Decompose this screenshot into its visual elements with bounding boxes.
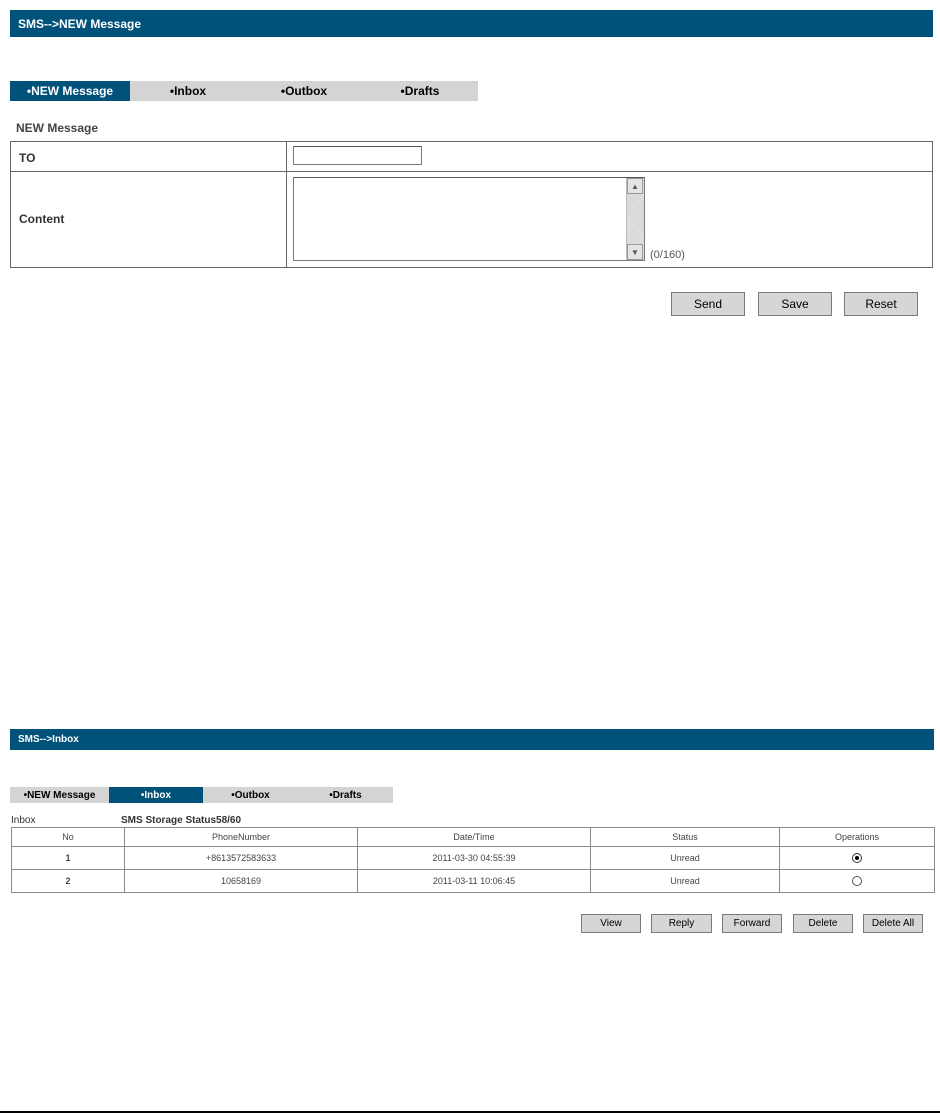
tab-drafts[interactable]: •Drafts xyxy=(298,787,393,803)
row-datetime: 2011-03-30 04:55:39 xyxy=(358,847,591,870)
char-counter: (0/160) xyxy=(650,249,685,261)
tab-new-message[interactable]: •NEW Message xyxy=(10,787,109,803)
column-header-status: Status xyxy=(591,828,780,847)
row-no: 2 xyxy=(12,870,125,893)
row-select-radio[interactable] xyxy=(852,876,862,886)
compose-page-title: SMS-->NEW Message xyxy=(18,16,142,31)
table-row[interactable] xyxy=(12,847,935,870)
row-status: Unread xyxy=(591,847,780,870)
compose-section-label: NEW Message xyxy=(16,121,99,135)
send-button[interactable]: Send xyxy=(671,292,745,316)
tab-inbox[interactable]: •Inbox xyxy=(109,787,203,803)
save-button[interactable]: Save xyxy=(758,292,832,316)
content-label: Content xyxy=(19,212,65,226)
scroll-down-arrow-icon[interactable]: ▼ xyxy=(627,244,643,260)
row-operations xyxy=(780,870,935,893)
row-phone: +8613572583633 xyxy=(125,847,358,870)
row-operations xyxy=(780,847,935,870)
row-no: 1 xyxy=(12,847,125,870)
to-label: TO xyxy=(19,151,36,165)
radio-dot-icon xyxy=(855,856,859,860)
content-textarea[interactable] xyxy=(293,177,645,261)
scroll-up-arrow-icon[interactable]: ▲ xyxy=(627,178,643,194)
inbox-title-bar xyxy=(10,729,934,750)
compose-tab-bar xyxy=(10,81,478,101)
inbox-label: Inbox xyxy=(11,815,36,826)
compose-title-bar xyxy=(10,10,933,37)
forward-button[interactable]: Forward xyxy=(722,914,782,933)
inbox-page-title: SMS-->Inbox xyxy=(18,734,79,745)
delete-all-button[interactable]: Delete All xyxy=(863,914,923,933)
row-status: Unread xyxy=(591,870,780,893)
column-header-operations: Operations xyxy=(780,828,935,847)
tab-outbox[interactable]: •Outbox xyxy=(203,787,298,803)
row-datetime: 2011-03-11 10:06:45 xyxy=(358,870,591,893)
view-button[interactable]: View xyxy=(581,914,641,933)
tab-inbox[interactable]: •Inbox xyxy=(130,81,246,101)
delete-button[interactable]: Delete xyxy=(793,914,853,933)
row-phone: 10658169 xyxy=(125,870,358,893)
content-scrollbar[interactable] xyxy=(626,178,644,260)
tab-outbox[interactable]: •Outbox xyxy=(246,81,362,101)
tab-drafts[interactable]: •Drafts xyxy=(362,81,478,101)
compose-form-divider-v xyxy=(286,142,287,267)
table-row[interactable] xyxy=(12,870,935,893)
reply-button[interactable]: Reply xyxy=(651,914,712,933)
inbox-tab-bar xyxy=(10,787,393,803)
column-header-phone: PhoneNumber xyxy=(125,828,358,847)
reset-button[interactable]: Reset xyxy=(844,292,918,316)
to-input[interactable] xyxy=(293,146,422,165)
storage-status: SMS Storage Status58/60 xyxy=(121,815,242,826)
bottom-divider xyxy=(0,1111,940,1113)
tab-new-message[interactable]: •NEW Message xyxy=(10,81,130,101)
column-header-no: No xyxy=(12,828,125,847)
row-select-radio[interactable] xyxy=(852,853,862,863)
compose-form-divider-h xyxy=(11,171,932,172)
inbox-table xyxy=(11,827,935,893)
compose-form xyxy=(10,141,933,268)
column-header-datetime: Date/Time xyxy=(358,828,591,847)
